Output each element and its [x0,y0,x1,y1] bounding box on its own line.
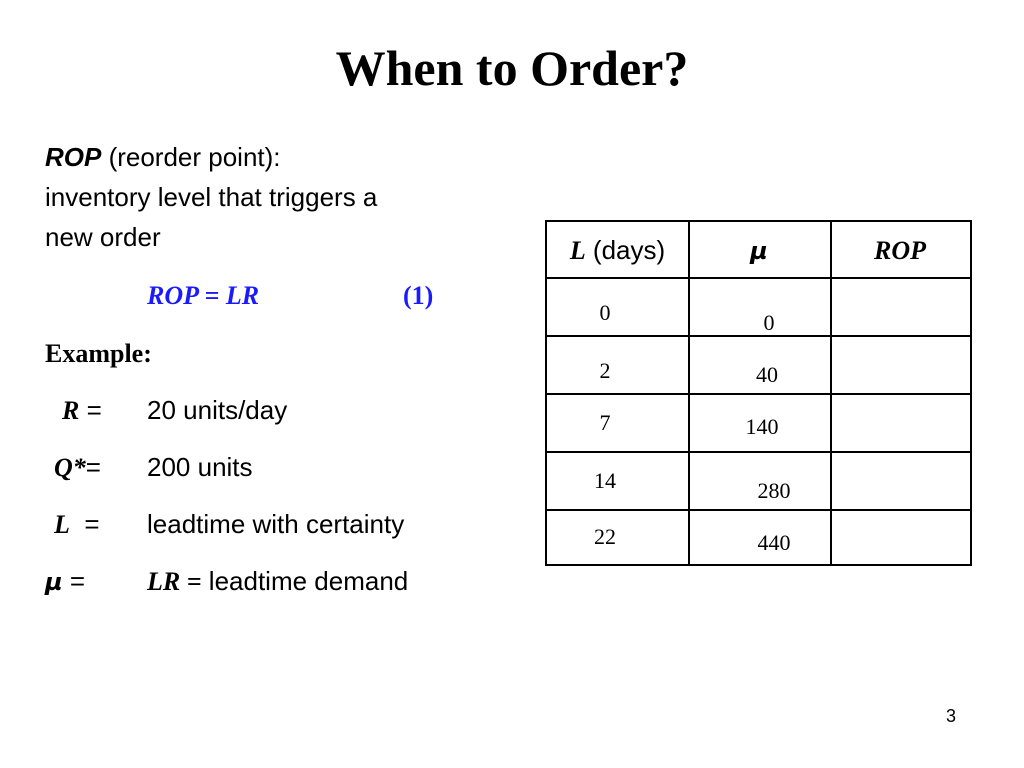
table-cell-mu: 40 [756,362,778,387]
example-value: 20 units/day [147,395,288,425]
rop-term: ROP [45,142,102,172]
example-symbol: µ = [45,566,86,596]
page-number: 3 [946,706,957,726]
example-value: LR = leadtime demand [147,566,409,596]
example-value: 200 units [147,452,253,482]
table-header-l: L (days) [569,235,666,265]
table-cell-l: 0 [599,300,611,325]
example-row-mu [0,561,540,601]
rop-table [545,220,972,566]
example-symbol: R = [62,395,102,425]
rop-term-description: (reorder point): [101,142,281,172]
definition-line-1 [45,137,505,177]
example-symbol: Q*= [54,452,101,482]
rop-formula: ROP = LR [147,281,260,310]
table-cell-l: 22 [594,524,616,549]
table-row-divider [547,509,970,511]
table-cell-mu: 440 [757,530,791,555]
table-cell-mu: 140 [745,414,779,439]
table-cell-mu: 280 [757,478,791,503]
example-value: leadtime with certainty [147,509,405,539]
table-cell-l: 14 [594,468,616,493]
definition-line-2: inventory level that triggers a [45,182,378,212]
example-heading: Example: [45,339,152,368]
slide-title: When to Order? [335,40,689,96]
table-header-rop: ROP [874,236,926,265]
table-cell-mu: 0 [763,310,775,335]
example-row-l [0,504,540,544]
equation-number: (1) [403,281,434,310]
table-cell-l: 7 [599,410,611,435]
example-row-r [0,390,540,430]
table-header-mu: µ [750,237,768,265]
example-row-q [0,447,540,487]
table-cell-l: 2 [599,358,611,383]
example-symbol: L = [54,509,100,539]
definition-line-3: new order [45,222,161,252]
rop-definition [45,137,505,257]
table-row-divider [547,393,970,395]
table-row-divider [547,451,970,453]
